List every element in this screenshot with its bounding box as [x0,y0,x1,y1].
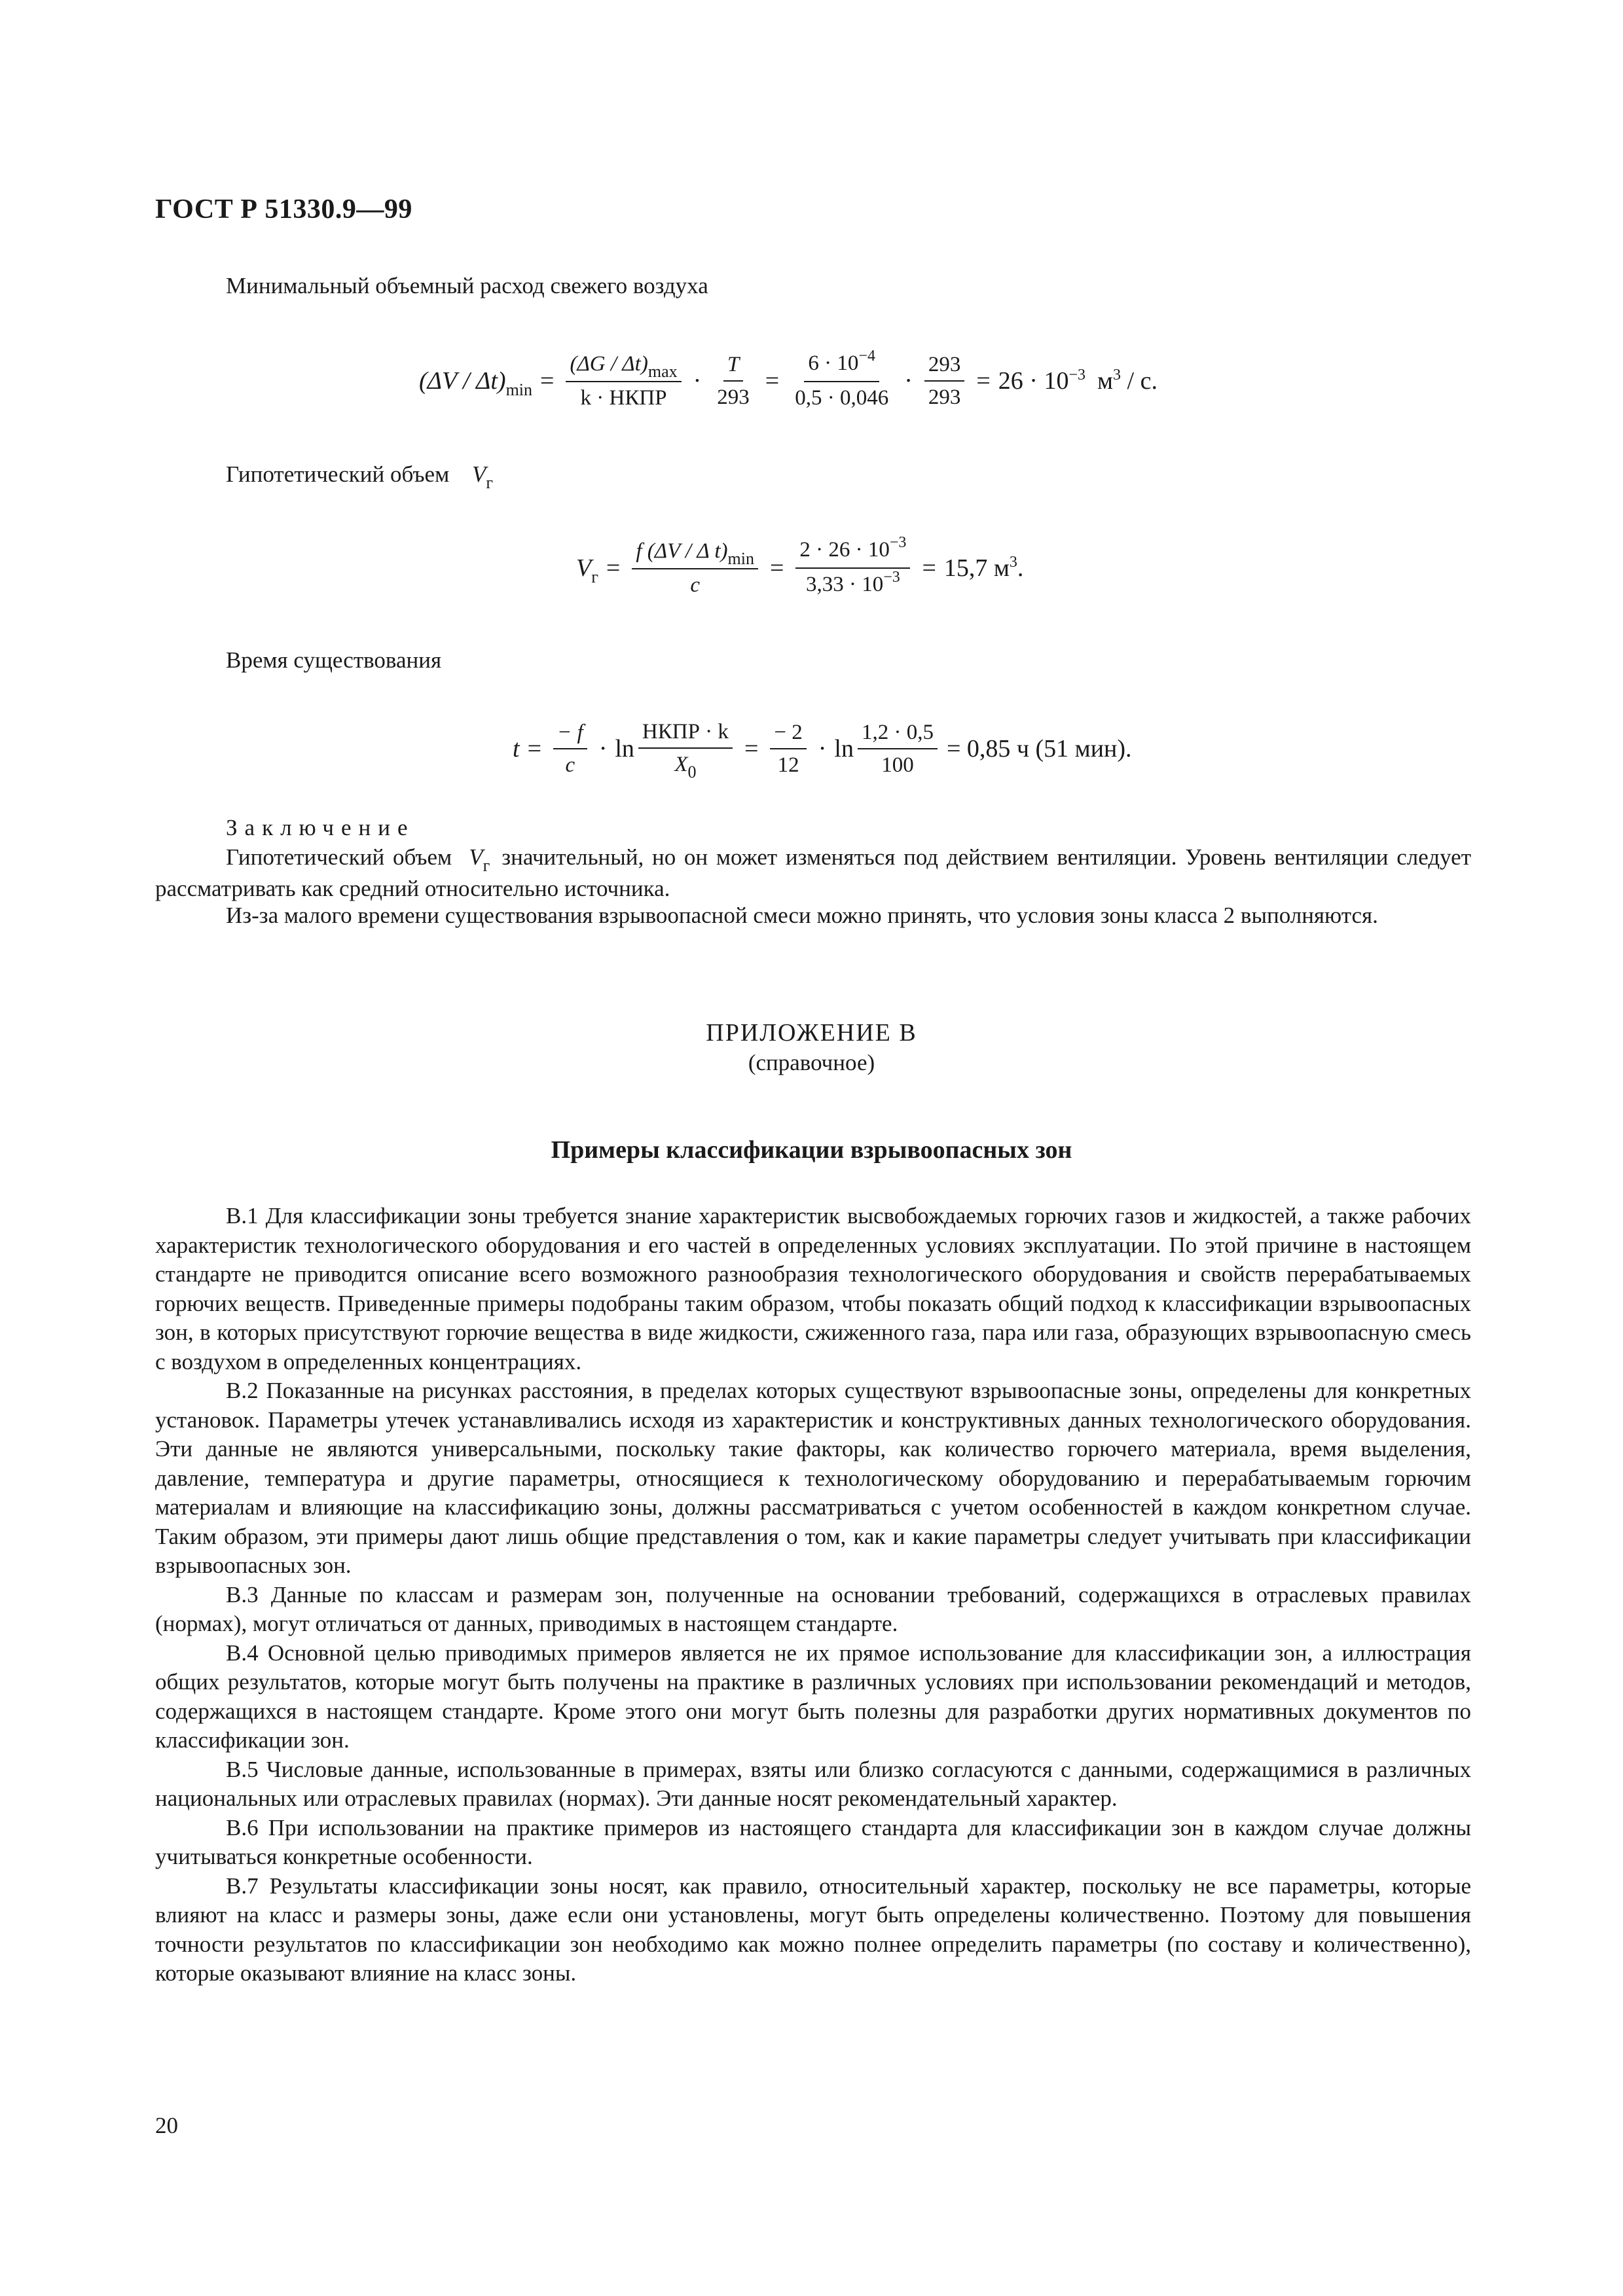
eq1-fraction-1: $\frac{(\Delta G / \Delta t)_{max}}{\text{k · НКПР}}$ [566,351,681,411]
paragraph-b6: В.6 При использовании на практике примеров из настоящего стандарта для классификации зон в каждом случае должны учитываться конкретные особенности. [155,1814,1471,1869]
eq3-fraction-1: $\frac{- f}{c}$ [553,719,587,778]
paragraph-b5: В.5 Числовые данные, использованные в примерах, взяты или близко согласуются с данными, содержащимися в различных национальных или отраслевых правилах (нормах). Эти данные носят рекомендательный характер. [155,1756,1471,1811]
equation-hyp-volume: $V_г$ = $\frac{f (\Delta V / \Delta t)_{min}}{c}$ = $\frac{2 \cdot 26 \cdot 10^{-3}}{3,33 \cdot 10^{-3}}$ = 15,7 $м^3$. [576,537,1023,600]
eq1-fraction-3: $\frac{6 \cdot 10^{-4}}{0,5 \cdot 0,046}$ [795,348,889,410]
paragraph-b1: В.1 Для классификации зоны требуется знание характеристик высвобождаемых горючих газов и жидкостей, а также рабочих характеристик технологического оборудования и его частей в определенных условиях эксплуатации. По этой причине в настоящем стандарте не приводится описание всего возможного разнообразия технологического оборудования и свойств перерабатываемых горючих веществ. Приведенные примеры подобраны таким образом, чтобы показать общий подход к классификации взрывоопасных зон, в которых присутствуют горючие вещества в виде жидкости, сжиженного газа, пара или газа, образующих взрывоопасную смесь с воздухом в определенных концентрациях. [155,1203,1471,1374]
eq2-fraction-1: $\frac{f (\Delta V / \Delta t)_{min}}{c}$ [632,538,758,598]
lifetime-label: Время существования [226,647,442,673]
eq1-fraction-2: $\frac{T}{293}$ [717,352,750,409]
eq3-fraction-2: $\frac{\text{НКПР · k}}{X_0}$ [638,719,733,779]
eq2-lhs: $V_г$ [576,554,598,586]
appendix-body [155,1202,1471,1988]
hyp-volume-label: Гипотетический объем $V_г$ [226,461,494,492]
eq2-result: 15,7 $м^3$. [943,554,1024,582]
paragraph-b3: В.3 Данные по классам и размерам зон, полученные на основании требований, содержащихся в отраслевых правилах (нормах), могут отличаться от данных, приводимых в настоящем стандарте. [155,1581,1471,1636]
conclusion-paragraph-1: Гипотетический объем $V_г$ значительный, но он может изменяться под действием вентиляции. Уровень вентиляции следует рассматривать как средний относительно источника. [155,844,1472,901]
min-flow-label: Минимальный объемный расход свежего воздуха [226,273,708,298]
eq2-fraction-2: $\frac{2 \cdot 26 \cdot 10^{-3}}{3,33 \cdot 10^{-3}}$ [795,537,910,600]
paragraph-b7: В.7 Результаты классификации зоны носят, как правило, относительный характер, поскольку не все параметры, которые влияют на класс и размеры зоны, даже если они установлены, могут быть определены количественно. Поэтому для повышения точности результатов по классификации зон необходимо как можно полнее определить параметры (по составу и количественно), которые оказывают влияние на класс зоны. [155,1873,1471,1986]
equation-lifetime: t = $\frac{- f}{c}$ · ln $\frac{\text{НКПР · k}}{X_0}$ = $\frac{- 2}{12}$ · ln $\frac{1,2 \cdot 0,5}{100}$ = 0,85 ч (51 мин). [513,720,1132,781]
conclusion-heading: Заключение [226,815,415,840]
eq1-lhs: $(\Delta V / \Delta t)_{min}$ [419,367,533,399]
paragraph-b2: В.2 Показанные на рисунках расстояния, в пределах которых существуют взрывоопасные зоны, определены для конкретных установок. Параметры утечек устанавливались исходя из характеристик и конструктивных данных технологического оборудования. Эти данные не являются универсальными, поскольку такие факторы, как количество горючего материала, время выделения, давление, температура и другие параметры, относящиеся к технологическому оборудованию и перерабатываемым горючим материалам и влияющие на классификацию зоны, должны рассматриваться с учетом особенностей в каждом конкретном случае. Таким образом, эти примеры дают лишь общие представления о том, как и какие параметры следует учитывать при классификации взрывоопасных зон. [155,1378,1471,1578]
eq3-fraction-4: $\frac{1,2 \cdot 0,5}{100}$ [858,719,938,778]
appendix-title: ПРИЛОЖЕНИЕ В [706,1019,917,1047]
eq3-lhs: t [513,735,520,762]
conclusion-paragraph-2: Из-за малого времени существования взрывоопасной смеси можно принять, что условия зоны класса 2 выполняются. [226,903,1378,928]
eq1-result: $26 \cdot 10^{-3}$ [998,366,1085,395]
eq1-unit: $м^3$ / с. [1097,366,1158,395]
appendix-status: (справочное) [748,1050,875,1075]
paragraph-b4: В.4 Основной целью приводимых примеров является не их прямое использование для классификации зон, а иллюстрация общих результатов, которые могут быть получены на практике в различных условиях при использовании рекомендаций и методов, содержащихся в настоящем стандарте. Кроме этого они могут быть полезны для разработки других нормативных документов по классификации зон. [155,1640,1471,1753]
appendix-heading: Примеры классификации взрывоопасных зон [551,1136,1072,1164]
eq1-fraction-4: $\frac{293}{293}$ [924,351,965,410]
eq3-fraction-3: $\frac{- 2}{12}$ [770,719,806,778]
document-header: ГОСТ Р 51330.9—99 [155,194,412,224]
page-number: 20 [155,2113,178,2138]
equation-min-flow: $(\Delta V / \Delta t)_{min}$ = $\frac{(\Delta G / \Delta t)_{max}}{\text{k · НКПР}}$ · $\frac{T}{293}$ = $\frac{6 \cdot 10^{-4}}{0,5 \cdot 0,046}$ · $\frac{293}{293}$ = $26 \cdot 10^{-3}$ $м^3$ / с. [419,348,1158,410]
eq3-result: = 0,85 ч (51 мин). [946,735,1132,762]
